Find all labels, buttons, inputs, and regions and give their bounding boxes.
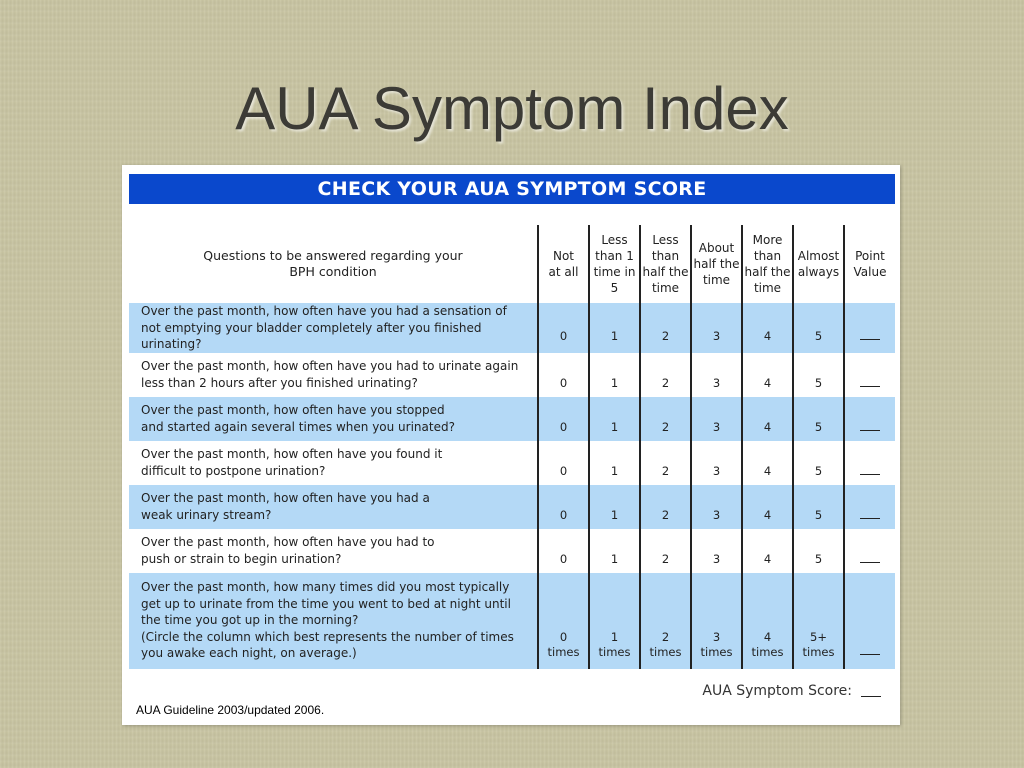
point-value-blank[interactable] bbox=[844, 397, 895, 441]
score-option-not-at-all[interactable]: 0 bbox=[538, 441, 589, 485]
question-row bbox=[129, 441, 895, 485]
blank-line bbox=[860, 561, 880, 563]
question-row bbox=[129, 397, 895, 441]
score-option-more-than-half[interactable]: 4 times bbox=[742, 573, 793, 669]
point-value-blank[interactable] bbox=[844, 529, 895, 573]
header-row bbox=[129, 225, 895, 303]
blank-line bbox=[860, 338, 880, 340]
symptom-score-table bbox=[129, 225, 895, 669]
score-option-less-than-half[interactable]: 2 bbox=[640, 353, 691, 397]
score-option-not-at-all[interactable]: 0 bbox=[538, 397, 589, 441]
header-almost-always: Almost always bbox=[793, 225, 844, 303]
header-point-value: Point Value bbox=[844, 225, 895, 303]
score-option-about-half[interactable]: 3 bbox=[691, 441, 742, 485]
point-value-blank[interactable] bbox=[844, 441, 895, 485]
score-option-less-than-half[interactable]: 2 bbox=[640, 397, 691, 441]
question-row bbox=[129, 303, 895, 353]
header-less-than-1-in-5: Less than 1 time in 5 bbox=[589, 225, 640, 303]
score-option-almost-always[interactable]: 5 bbox=[793, 529, 844, 573]
score-option-almost-always[interactable]: 5+ times bbox=[793, 573, 844, 669]
score-option-more-than-half[interactable]: 4 bbox=[742, 303, 793, 353]
score-option-less-than-half[interactable]: 2 bbox=[640, 303, 691, 353]
score-option-less-than-1-in-5[interactable]: 1 bbox=[589, 303, 640, 353]
score-option-less-than-1-in-5[interactable]: 1 bbox=[589, 397, 640, 441]
score-option-less-than-half[interactable]: 2 times bbox=[640, 573, 691, 669]
score-option-not-at-all[interactable]: 0 bbox=[538, 353, 589, 397]
score-option-less-than-half[interactable]: 2 bbox=[640, 441, 691, 485]
slide-title: AUA Symptom Index bbox=[235, 75, 789, 142]
blank-line bbox=[860, 517, 880, 519]
symptom-score-form bbox=[122, 165, 900, 725]
score-option-almost-always[interactable]: 5 bbox=[793, 303, 844, 353]
question-text: Over the past month, how often have you had a weak urinary stream? bbox=[141, 491, 430, 522]
score-option-about-half[interactable]: 3 bbox=[691, 397, 742, 441]
question-text: Over the past month, how often have you had to urinate again less than 2 hours after you finished urinating? bbox=[141, 359, 519, 390]
score-option-not-at-all[interactable]: 0 times bbox=[538, 573, 589, 669]
total-score-label: AUA Symptom Score: bbox=[702, 683, 852, 699]
score-option-almost-always[interactable]: 5 bbox=[793, 485, 844, 529]
blank-line bbox=[860, 473, 880, 475]
score-option-almost-always[interactable]: 5 bbox=[793, 397, 844, 441]
citation: AUA Guideline 2003/updated 2006. bbox=[136, 703, 325, 717]
score-option-less-than-1-in-5[interactable]: 1 bbox=[589, 485, 640, 529]
score-option-about-half[interactable]: 3 bbox=[691, 303, 742, 353]
score-option-about-half[interactable]: 3 bbox=[691, 485, 742, 529]
question-rows bbox=[129, 303, 895, 669]
question-row bbox=[129, 353, 895, 397]
score-option-less-than-half[interactable]: 2 bbox=[640, 529, 691, 573]
score-option-more-than-half[interactable]: 4 bbox=[742, 397, 793, 441]
score-option-about-half[interactable]: 3 bbox=[691, 529, 742, 573]
score-option-more-than-half[interactable]: 4 bbox=[742, 353, 793, 397]
question-text: Over the past month, how often have you found it difficult to postpone urination? bbox=[141, 447, 443, 478]
score-option-not-at-all[interactable]: 0 bbox=[538, 529, 589, 573]
point-value-blank[interactable] bbox=[844, 353, 895, 397]
total-score-blank[interactable] bbox=[861, 696, 881, 697]
blank-line bbox=[860, 429, 880, 431]
score-option-less-than-half[interactable]: 2 bbox=[640, 485, 691, 529]
score-option-almost-always[interactable]: 5 bbox=[793, 441, 844, 485]
question-text: Over the past month, how often have you had a sensation of not emptying your bladder completely after you finished urinating? bbox=[141, 304, 507, 351]
question-text: Over the past month, how often have you stopped and started again several times when you urinated? bbox=[141, 403, 455, 434]
score-option-less-than-1-in-5[interactable]: 1 bbox=[589, 529, 640, 573]
header-more-than-half: More than half the time bbox=[742, 225, 793, 303]
point-value-blank[interactable] bbox=[844, 573, 895, 669]
score-option-more-than-half[interactable]: 4 bbox=[742, 485, 793, 529]
question-text: Over the past month, how often have you had to push or strain to begin urination? bbox=[141, 535, 435, 566]
score-option-not-at-all[interactable]: 0 bbox=[538, 485, 589, 529]
question-row bbox=[129, 529, 895, 573]
blank-line bbox=[860, 385, 880, 387]
header-questions: Questions to be answered regarding your BPH condition bbox=[203, 248, 463, 279]
header-not-at-all: Not at all bbox=[538, 225, 589, 303]
score-option-more-than-half[interactable]: 4 bbox=[742, 529, 793, 573]
header-less-than-half: Less than half the time bbox=[640, 225, 691, 303]
score-option-less-than-1-in-5[interactable]: 1 bbox=[589, 441, 640, 485]
score-option-about-half[interactable]: 3 bbox=[691, 353, 742, 397]
header-about-half: About half the time bbox=[691, 225, 742, 303]
question-text: Over the past month, how many times did you most typically get up to urinate from the time you went to bed at night until the time you got up in the morning? (Circle the column which best represents the number of times you awake each night, on average.) bbox=[141, 580, 514, 661]
form-banner: CHECK YOUR AUA SYMPTOM SCORE bbox=[129, 174, 895, 204]
blank-line bbox=[860, 653, 880, 655]
question-row bbox=[129, 573, 895, 669]
point-value-blank[interactable] bbox=[844, 303, 895, 353]
score-option-less-than-1-in-5[interactable]: 1 times bbox=[589, 573, 640, 669]
score-option-less-than-1-in-5[interactable]: 1 bbox=[589, 353, 640, 397]
score-option-about-half[interactable]: 3 times bbox=[691, 573, 742, 669]
score-option-more-than-half[interactable]: 4 bbox=[742, 441, 793, 485]
score-option-not-at-all[interactable]: 0 bbox=[538, 303, 589, 353]
score-option-almost-always[interactable]: 5 bbox=[793, 353, 844, 397]
point-value-blank[interactable] bbox=[844, 485, 895, 529]
question-row bbox=[129, 485, 895, 529]
